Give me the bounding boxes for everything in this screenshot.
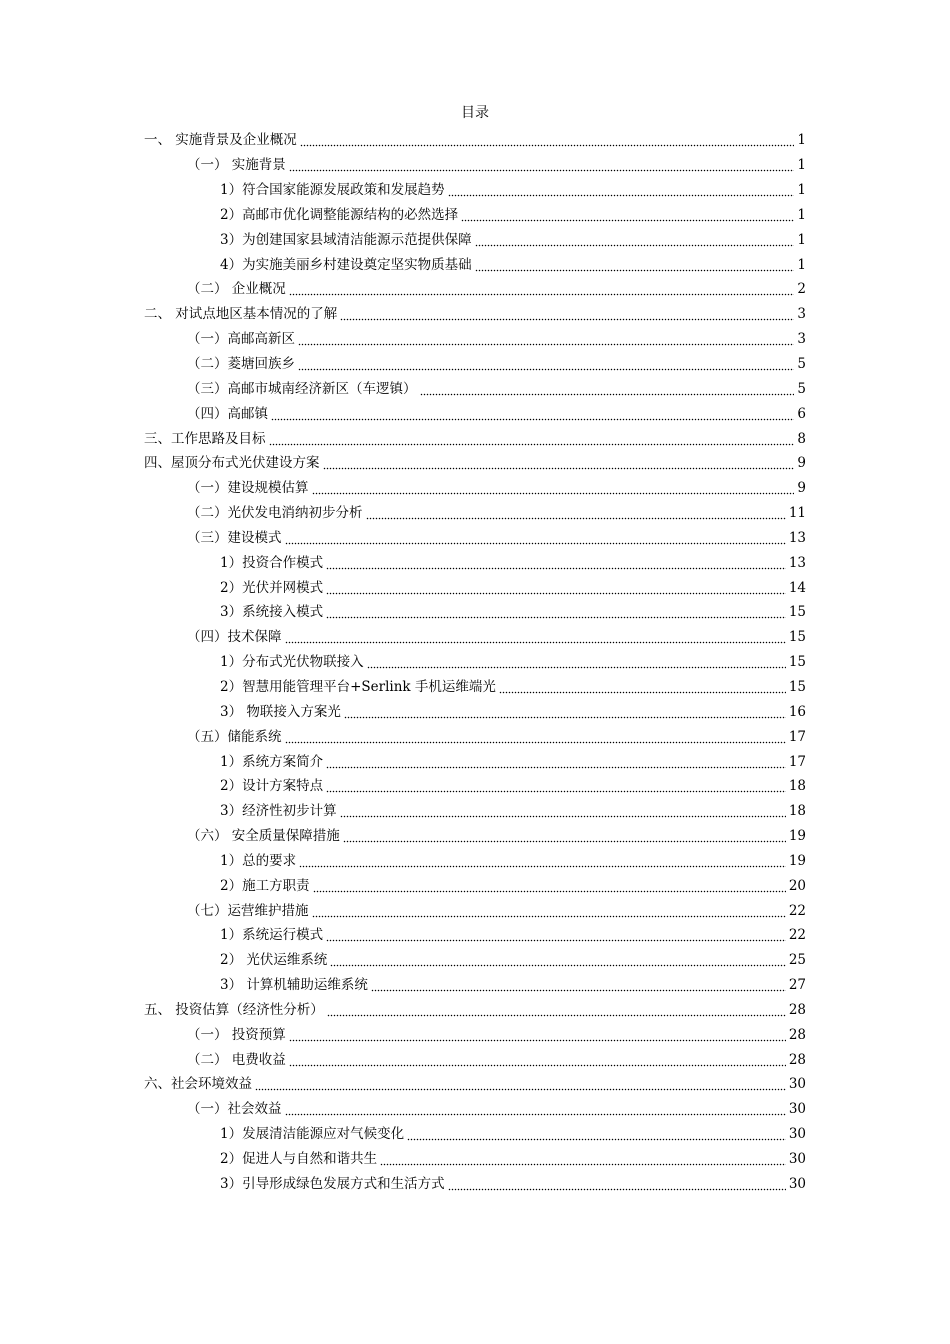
toc-entry[interactable] — [144, 277, 806, 302]
dot-leader — [420, 382, 795, 396]
toc-entry[interactable] — [144, 1171, 806, 1196]
toc-entry-text: 2）施工方职责 — [220, 877, 310, 894]
toc-page-number: 3 — [797, 331, 806, 348]
toc-entry[interactable] — [144, 227, 806, 252]
toc-page-number: 14 — [788, 579, 806, 596]
toc-entry-text: （三）高邮市城南经济新区（车逻镇） — [187, 380, 417, 397]
toc-page-number: 27 — [788, 977, 806, 994]
toc-page-number: 28 — [788, 1001, 806, 1018]
toc-page-number: 22 — [788, 927, 806, 944]
toc-entry[interactable] — [144, 600, 806, 625]
toc-entry[interactable] — [144, 1122, 806, 1147]
toc-page-number: 17 — [788, 728, 806, 745]
toc-entry[interactable] — [144, 749, 806, 774]
toc-entry[interactable] — [144, 1022, 806, 1047]
toc-page-number: 13 — [788, 554, 806, 571]
toc-entry-text: （二） 企业概况 — [187, 281, 286, 298]
toc-page-number: 25 — [788, 952, 806, 969]
toc-page-number: 15 — [788, 678, 806, 695]
toc-entry-text: 六、社会环境效益 — [144, 1076, 252, 1093]
toc-entry-text: 2）设计方案特点 — [220, 778, 324, 795]
toc-entry[interactable] — [144, 848, 806, 873]
toc-page-number: 5 — [797, 356, 806, 373]
toc-entry-text: （四）高邮镇 — [187, 405, 268, 422]
toc-entry-text: 2）高邮市优化调整能源结构的必然选择 — [220, 206, 459, 223]
toc-entry-text: 3）为创建国家县域清洁能源示范提供保障 — [220, 231, 472, 248]
toc-entry-text: 四、屋顶分布式光伏建设方案 — [144, 455, 320, 472]
toc-entry[interactable] — [144, 451, 806, 476]
dot-leader — [340, 804, 786, 818]
dot-leader — [326, 779, 786, 793]
toc-entry[interactable] — [144, 799, 806, 824]
toc-entry-text: 2）促进人与自然和谐共生 — [220, 1151, 378, 1168]
dot-leader — [313, 879, 786, 893]
toc-page-number: 28 — [788, 1051, 806, 1068]
dot-leader — [299, 854, 786, 868]
toc-entry-text: （二）菱塘回族乡 — [187, 356, 295, 373]
toc-entry-text: （一）建设规模估算 — [187, 480, 309, 497]
dot-leader — [312, 481, 795, 495]
toc-page-number: 13 — [788, 529, 806, 546]
dot-leader — [326, 928, 786, 942]
toc-page-number: 30 — [788, 1126, 806, 1143]
dot-leader — [269, 432, 795, 446]
toc-page-number: 15 — [788, 654, 806, 671]
toc-page-number: 1 — [797, 182, 806, 199]
toc-entry-text: 4）为实施美丽乡村建设奠定坚实物质基础 — [220, 256, 472, 273]
toc-entry[interactable] — [144, 302, 806, 327]
toc-title: 目录 — [461, 105, 489, 121]
toc-entry[interactable] — [144, 873, 806, 898]
dot-leader — [298, 332, 794, 346]
toc-entry[interactable] — [144, 774, 806, 799]
toc-entry-text: 一、 实施背景及企业概况 — [144, 132, 297, 149]
toc-page-number: 11 — [788, 505, 806, 522]
toc-entry-text: （六） 安全质量保障措施 — [187, 828, 340, 845]
toc-entry-text: 1）符合国家能源发展政策和发展趋势 — [220, 182, 445, 199]
dot-leader — [326, 556, 786, 570]
toc-entry-text: （二）光伏发电消纳初步分析 — [187, 505, 363, 522]
toc-page-number: 1 — [797, 231, 806, 248]
toc-page-number: 15 — [788, 629, 806, 646]
dot-leader — [289, 282, 795, 296]
toc-entry[interactable] — [144, 575, 806, 600]
toc-entry[interactable] — [144, 203, 806, 228]
toc-page-number: 19 — [788, 852, 806, 869]
toc-page-number: 9 — [797, 480, 806, 497]
toc-entry-text: （七）运营维护措施 — [187, 902, 309, 919]
toc-page-number: 30 — [788, 1151, 806, 1168]
toc-entry[interactable] — [144, 1072, 806, 1097]
toc-page-number: 1 — [797, 132, 806, 149]
dot-leader — [285, 531, 786, 545]
toc-page-number: 17 — [788, 753, 806, 770]
toc-entry[interactable] — [144, 153, 806, 178]
toc-entry-text: （一） 投资预算 — [187, 1026, 286, 1043]
dot-leader — [326, 581, 786, 595]
toc-page-number: 2 — [797, 281, 806, 298]
toc-entry[interactable] — [144, 550, 806, 575]
toc-entry-text: 1）投资合作模式 — [220, 554, 324, 571]
toc-entry-text: （三）建设模式 — [187, 529, 282, 546]
toc-entry-text: 二、 对试点地区基本情况的了解 — [144, 306, 338, 323]
toc-entry[interactable] — [144, 526, 806, 551]
toc-entry[interactable] — [144, 327, 806, 352]
toc-entry-text: 1）总的要求 — [220, 852, 297, 869]
toc-entry[interactable] — [144, 699, 806, 724]
toc-entry-text: （二） 电费收益 — [187, 1051, 286, 1068]
toc-entry[interactable] — [144, 650, 806, 675]
toc-page-number: 18 — [788, 803, 806, 820]
dot-leader — [323, 456, 795, 470]
toc-entry-text: 3） 物联接入方案光 — [220, 703, 341, 720]
toc-entry[interactable] — [144, 1047, 806, 1072]
toc-page-number: 19 — [788, 828, 806, 845]
toc-page-number: 1 — [797, 256, 806, 273]
dot-leader — [448, 183, 795, 197]
dot-leader — [285, 630, 786, 644]
toc-entry[interactable] — [144, 178, 806, 203]
dot-leader — [285, 1102, 786, 1116]
toc-entry-text: 3）引导形成绿色发展方式和生活方式 — [220, 1175, 445, 1192]
toc-entry-text: 1）分布式光伏物联接入 — [220, 654, 364, 671]
toc-entry[interactable] — [144, 352, 806, 377]
toc-entry[interactable] — [144, 426, 806, 451]
toc-page-number: 30 — [788, 1076, 806, 1093]
toc-entry[interactable] — [144, 625, 806, 650]
toc-entry-text: 3）系统接入模式 — [220, 604, 324, 621]
dot-leader — [475, 233, 795, 247]
toc-page-number: 18 — [788, 778, 806, 795]
toc-entry[interactable] — [144, 898, 806, 923]
toc-entry-text: 1）系统运行模式 — [220, 927, 324, 944]
toc-entry-text: （四）技术保障 — [187, 629, 282, 646]
dot-leader — [312, 904, 786, 918]
toc-page-number: 6 — [797, 405, 806, 422]
toc-entry-text: 1）发展清洁能源应对气候变化 — [220, 1126, 405, 1143]
dot-leader — [326, 605, 786, 619]
toc-entry[interactable] — [144, 476, 806, 501]
table-of-contents — [144, 128, 806, 1196]
dot-leader — [285, 730, 786, 744]
dot-leader — [255, 1077, 786, 1091]
toc-page-number: 22 — [788, 902, 806, 919]
toc-entry[interactable] — [144, 724, 806, 749]
toc-entry[interactable] — [144, 1147, 806, 1172]
toc-entry[interactable] — [144, 824, 806, 849]
toc-entry[interactable] — [144, 501, 806, 526]
toc-entry-text: （一） 实施背景 — [187, 157, 286, 174]
toc-entry[interactable] — [144, 128, 806, 153]
dot-leader — [380, 1152, 786, 1166]
toc-entry[interactable] — [144, 1097, 806, 1122]
toc-entry-text: 2）光伏并网模式 — [220, 579, 324, 596]
dot-leader — [448, 1177, 786, 1191]
dot-leader — [461, 208, 794, 222]
dot-leader — [475, 258, 795, 272]
dot-leader — [330, 953, 785, 967]
toc-page-number: 8 — [797, 430, 806, 447]
dot-leader — [271, 407, 794, 421]
toc-page-number: 1 — [797, 157, 806, 174]
toc-entry[interactable] — [144, 973, 806, 998]
toc-entry-text: （一）社会效益 — [187, 1101, 282, 1118]
dot-leader — [343, 829, 786, 843]
toc-page-number: 1 — [797, 206, 806, 223]
toc-page-number: 30 — [788, 1175, 806, 1192]
toc-page-number: 3 — [797, 306, 806, 323]
toc-entry[interactable] — [144, 252, 806, 277]
toc-entry-text: 三、工作思路及目标 — [144, 430, 266, 447]
dot-leader — [340, 307, 794, 321]
dot-leader — [407, 1127, 786, 1141]
dot-leader — [371, 978, 786, 992]
toc-page-number: 5 — [797, 380, 806, 397]
toc-entry-text: 2）智慧用能管理平台+Serlink 手机运维端光 — [220, 678, 496, 695]
dot-leader — [298, 357, 794, 371]
dot-leader — [366, 506, 786, 520]
toc-page-number: 28 — [788, 1026, 806, 1043]
dot-leader — [344, 705, 786, 719]
toc-entry-text: 1）系统方案简介 — [220, 753, 324, 770]
toc-entry-text: （一）高邮高新区 — [187, 331, 295, 348]
toc-entry[interactable] — [144, 401, 806, 426]
dot-leader — [289, 1053, 786, 1067]
dot-leader — [289, 1028, 786, 1042]
dot-leader — [326, 755, 786, 769]
dot-leader — [499, 680, 786, 694]
toc-entry-text: （五）储能系统 — [187, 728, 282, 745]
toc-entry-text: 3）经济性初步计算 — [220, 803, 337, 820]
toc-page-number: 20 — [788, 877, 806, 894]
toc-entry[interactable] — [144, 675, 806, 700]
toc-entry[interactable] — [144, 376, 806, 401]
toc-page-number: 30 — [788, 1101, 806, 1118]
toc-entry-text: 五、 投资估算（经济性分析） — [144, 1001, 324, 1018]
toc-entry-text: 3） 计算机辅助运维系统 — [220, 977, 368, 994]
toc-entry[interactable] — [144, 923, 806, 948]
toc-page-number: 9 — [797, 455, 806, 472]
toc-page-number: 16 — [788, 703, 806, 720]
toc-entry-text: 2） 光伏运维系统 — [220, 952, 328, 969]
dot-leader — [289, 158, 795, 172]
dot-leader — [367, 655, 786, 669]
dot-leader — [300, 133, 795, 147]
dot-leader — [327, 1003, 786, 1017]
toc-entry[interactable] — [144, 948, 806, 973]
toc-entry[interactable] — [144, 998, 806, 1023]
toc-page-number: 15 — [788, 604, 806, 621]
